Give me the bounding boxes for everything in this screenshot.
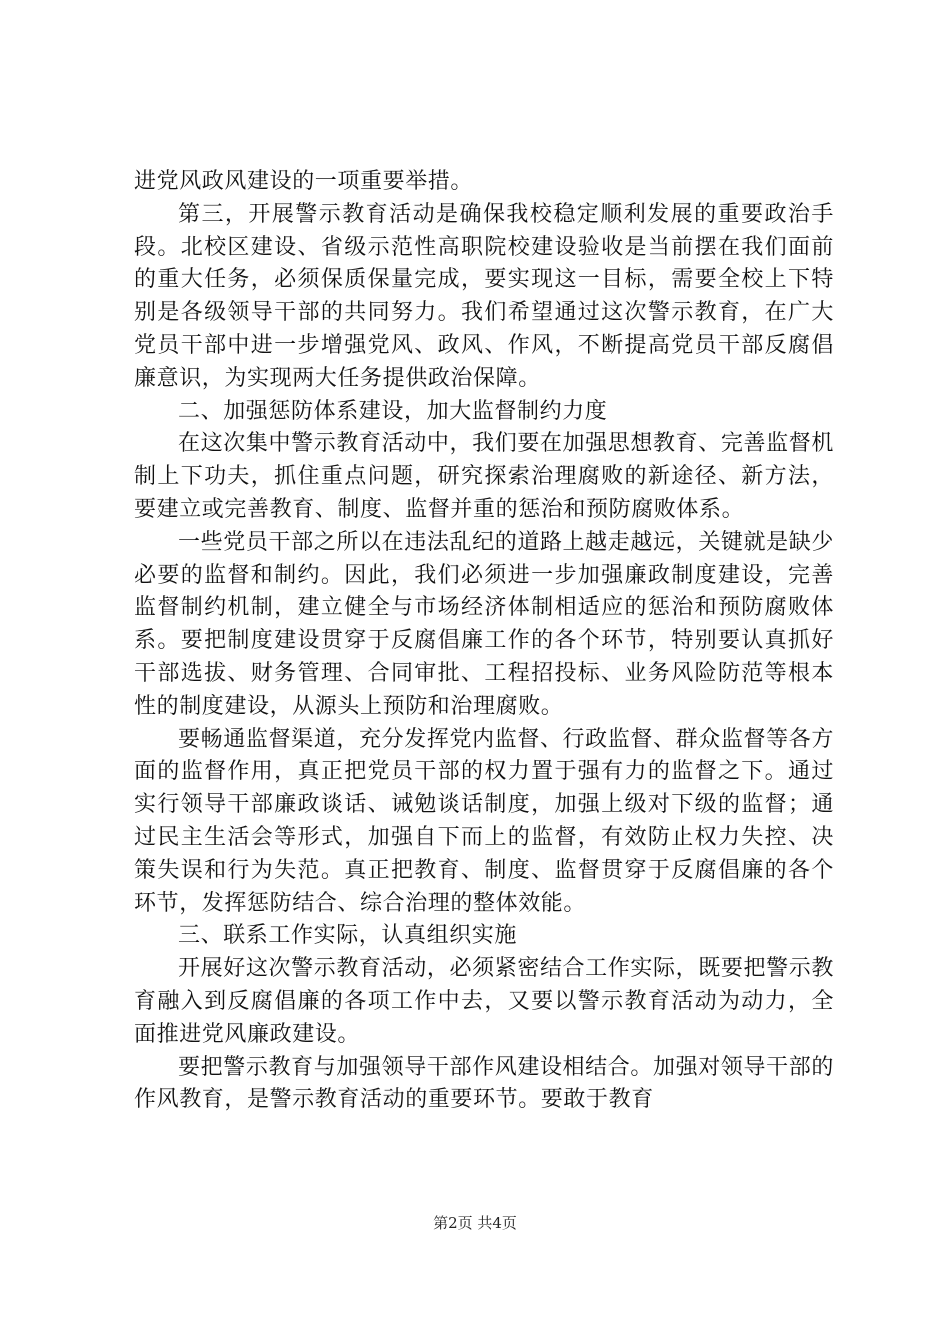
page-footer: 第2页 共4页 <box>433 1214 517 1232</box>
paragraph: 一些党员干部之所以在违法乱纪的道路上越走越远，关键就是缺少必要的监督和制约。因此，我们必须进一步加强廉政制度建设，完善监督制约机制，建立健全与市场经济体制相适应的惩治和预防腐败体系。要把制度建设贯穿于反腐倡廉工作的各个环节，特别要认真抓好干部选拔、财务管理、合同审批、工程招投标、业务风险防范等根本性的制度建设，从源头上预防和治理腐败。 <box>134 529 834 719</box>
section-heading-2: 二、加强惩防体系建设，加大监督制约力度 <box>178 398 608 424</box>
paragraph: 开展好这次警示教育活动，必须紧密结合工作实际，既要把警示教育融入到反腐倡廉的各项工作中去，又要以警示教育活动为动力，全面推进党风廉政建设。 <box>134 956 834 1047</box>
paragraph: 要把警示教育与加强领导干部作风建设相结合。加强对领导干部的作风教育，是警示教育活动的重要环节。要敢于教育 <box>134 1054 834 1113</box>
paragraph: 要畅通监督渠道，充分发挥党内监督、行政监督、群众监督等各方面的监督作用，真正把党员干部的权力置于强有力的监督之下。通过实行领导干部廉政谈话、诫勉谈话制度，加强上级对下级的监督；通过民主生活会等形式，加强自下而上的监督，有效防止权力失控、决策失误和行为失范。真正把教育、制度、监督贯穿于反腐倡廉的各个环节，发挥惩防结合、综合治理的整体效能。 <box>134 726 834 916</box>
paragraph-third-point: 第三，开展警示教育活动是确保我校稳定顺利发展的重要政治手段。北校区建设、省级示范性高职院校建设验收是当前摆在我们面前的重大任务，必须保质保量完成，要实现这一目标，需要全校上下特别是各级领导干部的共同努力。我们希望通过这次警示教育，在广大党员干部中进一步增强党风、政风、作风，不断提高党员干部反腐倡廉意识，为实现两大任务提供政治保障。 <box>134 201 834 391</box>
document-body <box>134 166 834 1117</box>
paragraph-continuation: 进党风政风建设的一项重要举措。 <box>134 169 474 194</box>
section-heading-3: 三、联系工作实际，认真组织实施 <box>178 923 518 949</box>
paragraph: 在这次集中警示教育活动中，我们要在加强思想教育、完善监督机制上下功夫，抓住重点问题，研究探索治理腐败的新途径、新方法，要建立或完善教育、制度、监督并重的惩治和预防腐败体系。 <box>134 431 834 522</box>
